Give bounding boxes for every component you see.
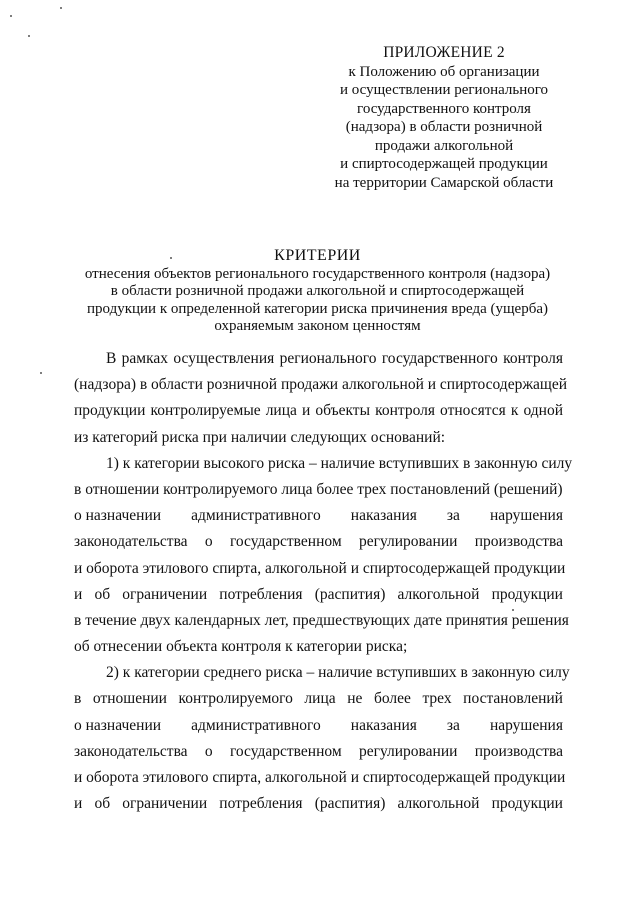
body-line <box>74 739 563 765</box>
body-line: в течение двух календарных лет, предшествующих дате принятия решения <box>74 611 569 629</box>
body-word: алкогольной <box>397 795 480 813</box>
body-word: продукции <box>491 795 563 813</box>
body-line: в отношении контролируемого лица более трех постановлений (решений) <box>74 480 563 498</box>
body-word: лица <box>304 690 336 708</box>
body-word: (распития) <box>314 585 386 603</box>
body-line: и оборота этилового спирта, алкогольной и спиртосодержащей продукции <box>74 769 566 786</box>
criteria-title-block <box>40 247 595 336</box>
body-word: законодательства <box>74 742 188 760</box>
criteria-subtitle-line: продукции к определенной категории риска причинения вреда (ущерба) <box>86 300 548 317</box>
body-word: продукции <box>491 585 563 603</box>
body-word: о <box>204 742 213 760</box>
body-word: об <box>94 795 111 813</box>
body-word: нарушения <box>489 716 563 734</box>
appendix-line: и спиртосодержащей продукции <box>340 156 548 172</box>
body-word: и <box>74 585 83 603</box>
body-word: административного <box>191 716 321 734</box>
body-line <box>74 503 563 529</box>
body-line: из категорий риска при наличии следующих оснований: <box>74 428 446 446</box>
appendix-line: продажи алкогольной <box>374 137 514 154</box>
body-word: за <box>446 716 460 734</box>
body-word: регулировании <box>358 742 458 760</box>
body-line: 2) к категории среднего риска – наличие вступивших в законную силу <box>106 664 570 682</box>
body-word: законодательства <box>74 533 188 551</box>
body-word: регулировании <box>358 533 458 551</box>
scan-speck <box>28 35 30 37</box>
body-word: государственном <box>229 533 342 551</box>
body-word: не <box>347 690 363 708</box>
body-line: и оборота этилового спирта, алкогольной и спиртосодержащей продукции <box>74 559 566 577</box>
body-word: о назначении <box>74 507 162 525</box>
body-word: ограничении <box>122 585 208 603</box>
body-word: трех <box>422 690 452 708</box>
body-word: алкогольной <box>397 585 480 603</box>
criteria-subtitle-line: отнесения объектов регионального государственного контроля (надзора) <box>84 265 551 282</box>
body-word: более <box>373 690 411 708</box>
body-line <box>74 686 563 712</box>
body-word: постановлений <box>463 690 563 708</box>
body-word: государственном <box>229 742 342 760</box>
body-word: производства <box>474 742 563 760</box>
body-word: административного <box>191 507 321 525</box>
body-word: ограничении <box>122 795 208 813</box>
body-word: о <box>204 533 213 551</box>
body-word: потребления <box>219 795 303 813</box>
body-line: (надзора) в области розничной продажи алкогольной и спиртосодержащей <box>74 376 568 394</box>
body-word: наказания <box>350 507 417 525</box>
scan-speck <box>40 372 42 374</box>
body-word: наказания <box>350 716 417 734</box>
scan-speck <box>512 609 514 611</box>
body-line <box>74 791 563 817</box>
body-line: об отнесении объекта контроля к категории риска; <box>74 638 408 656</box>
appendix-line: к Положению об организации <box>348 63 540 80</box>
document-body <box>74 346 573 817</box>
body-word: (распития) <box>314 795 386 813</box>
appendix-line: государственного контроля <box>357 100 531 117</box>
criteria-subtitle-line: в области розничной продажи алкогольной и спиртосодержащей <box>110 283 525 299</box>
appendix-line: (надзора) в области розничной <box>345 119 543 135</box>
criteria-subtitle-line: охраняемым законом ценностям <box>214 318 421 334</box>
body-word: о назначении <box>74 716 162 734</box>
body-line: продукции контролируемые лица и объекты контроля относятся к одной <box>74 402 563 420</box>
body-word: потребления <box>219 585 303 603</box>
criteria-heading: КРИТЕРИИ <box>274 247 361 264</box>
appendix-title: ПРИЛОЖЕНИЕ 2 <box>383 44 505 61</box>
body-line: В рамках осуществления регионального государственного контроля <box>106 350 563 367</box>
body-word: за <box>446 507 460 525</box>
scan-speck <box>170 257 172 259</box>
body-line <box>74 713 563 739</box>
appendix-header <box>300 44 588 192</box>
scan-speck <box>10 15 12 17</box>
body-word: и <box>74 795 83 813</box>
body-word: контролируемого <box>178 690 293 708</box>
body-word: в <box>74 690 82 708</box>
body-word: нарушения <box>489 507 563 525</box>
body-line <box>74 529 563 555</box>
body-line: 1) к категории высокого риска – наличие вступивших в законную силу <box>106 454 573 472</box>
body-word: об <box>94 585 111 603</box>
appendix-line: и осуществлении регионального <box>339 82 549 98</box>
body-word: отношении <box>92 690 167 708</box>
appendix-line: на территории Самарской области <box>334 174 554 191</box>
scan-speck <box>60 7 62 9</box>
body-word: производства <box>474 533 563 551</box>
body-line <box>74 582 563 608</box>
